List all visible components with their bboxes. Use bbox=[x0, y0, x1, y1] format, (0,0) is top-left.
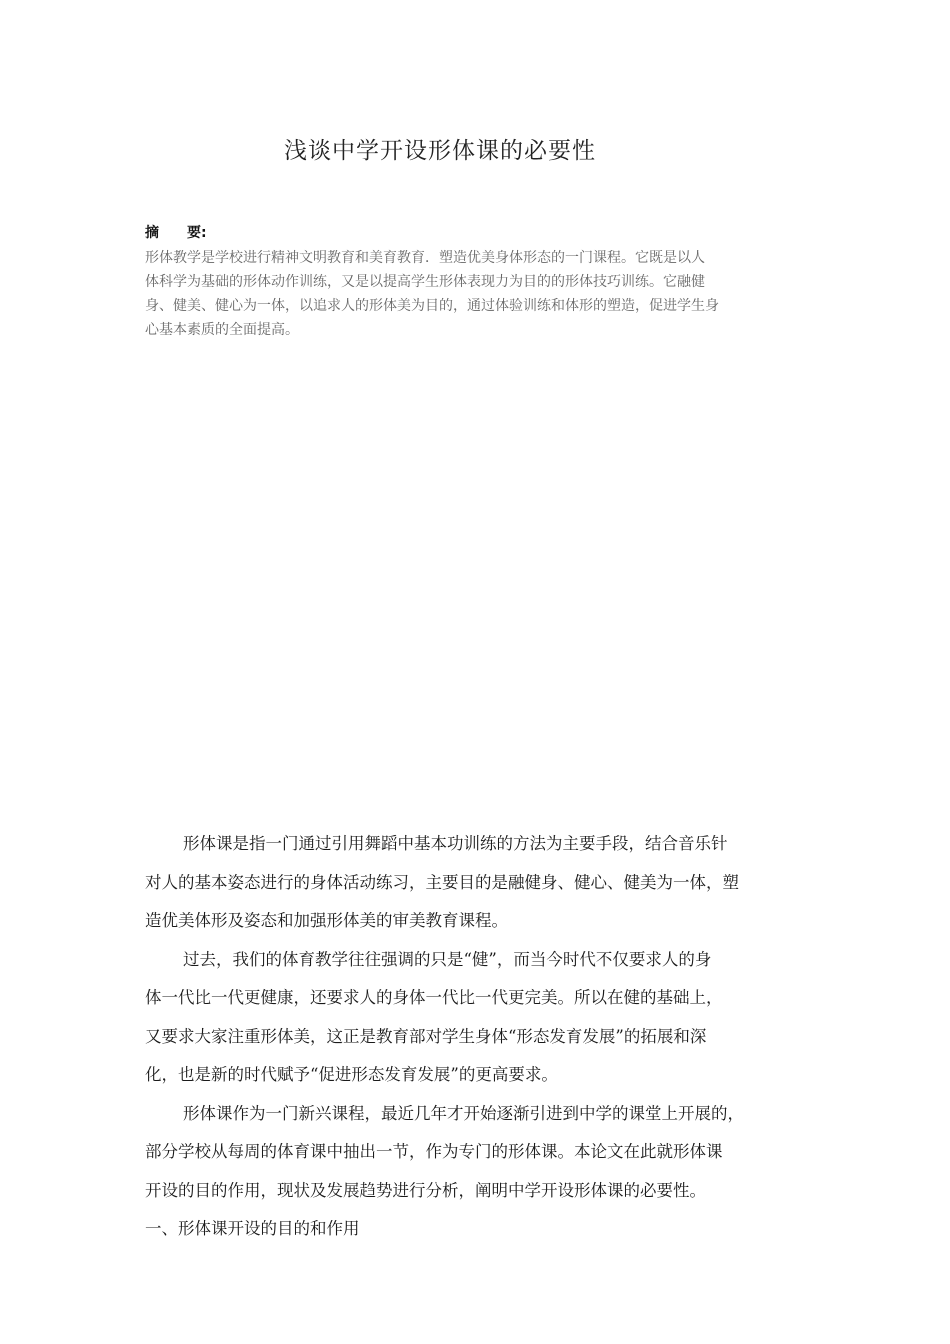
abstract-line: 形体教学是学校进行精神文明教育和美育教育．塑造优美身体形态的一门课程。它既是以人 bbox=[145, 250, 705, 266]
body-line: 部分学校从每周的体育课中抽出一节，作为专门的形体课。本论文在此就形体课 bbox=[145, 1142, 723, 1161]
body-line: 对人的基本姿态进行的身体活动练习，主要目的是融健身、健心、健美为一体，塑 bbox=[145, 872, 739, 892]
abstract-line: 身、健美、健心为一体，以追求人的形体美为目的，通过体验训练和体形的塑造，促进学生身 bbox=[145, 298, 719, 314]
body-line: 形体课作为一门新兴课程，最近几年才开始逐渐引进到中学的课堂上开展的， bbox=[183, 1103, 744, 1123]
abstract-line: 心基本素质的全面提高。 bbox=[145, 322, 299, 338]
abstract-body bbox=[145, 246, 810, 342]
body-line: 形体课是指一门通过引用舞蹈中基本功训练的方法为主要手段，结合音乐针 bbox=[183, 834, 728, 853]
abstract-line: 体科学为基础的形体动作训练，又是以提高学生形体表现力为目的的形体技巧训练。它融健 bbox=[145, 274, 705, 290]
body-line: 开设的目的作用，现状及发展趋势进行分析，阐明中学开设形体课的必要性。 bbox=[145, 1180, 706, 1200]
section-heading: 一、形体课开设的目的和作用 bbox=[145, 1219, 360, 1238]
main-body bbox=[145, 825, 815, 1249]
body-line: 化，也是新的时代赋予“促进形态发育发展”的更高要求。 bbox=[145, 1065, 558, 1084]
abstract-label: 摘 要: bbox=[145, 225, 207, 241]
body-line: 又要求大家注重形体美，这正是教育部对学生身体“形态发育发展”的拓展和深 bbox=[145, 1026, 707, 1046]
body-line: 造优美体形及姿态和加强形体美的审美教育课程。 bbox=[145, 911, 508, 930]
body-line: 体一代比一代更健康，还要求人的身体一代比一代更完美。所以在健的基础上， bbox=[145, 988, 723, 1007]
document-title: 浅谈中学开设形体课的必要性 bbox=[284, 138, 596, 164]
body-line: 过去，我们的体育教学往往强调的只是“健”，而当今时代不仅要求人的身 bbox=[183, 949, 712, 969]
